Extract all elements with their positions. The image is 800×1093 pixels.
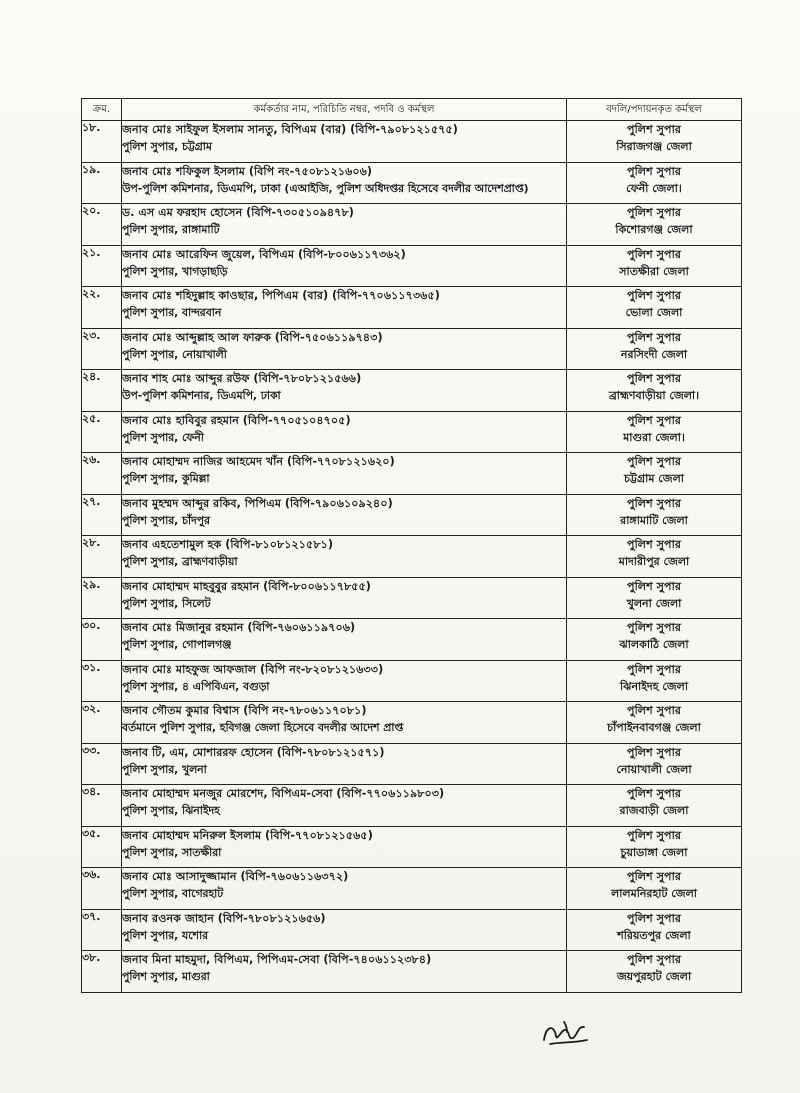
new-posting-title: পুলিশ সুপার: [626, 538, 682, 551]
new-posting-place: ফেনী জেলা।: [626, 181, 682, 195]
officer-name: জনাব মোঃ আরেফিন জুয়েল, বিপিএম (বিপি-৮০০৬১১৭৩৬২): [122, 247, 406, 261]
serial-number: ৩৩.: [82, 743, 122, 785]
new-posting-cell: [567, 204, 742, 246]
new-posting-place: সিরাজগঞ্জ জেলা: [616, 140, 692, 153]
current-posting: পুলিশ সুপার, নোয়াখালী: [122, 347, 227, 361]
serial-number: ২৩.: [82, 328, 122, 370]
officer-column-header: কর্মকর্তার নাম, পরিচিতি নম্বর, পদবি ও কর্মস্থল: [122, 99, 567, 121]
serial-number: ২৮.: [82, 536, 122, 578]
table-row: [82, 536, 742, 578]
current-posting: পুলিশ সুপার, খুলনা: [122, 762, 207, 776]
new-posting-cell: [567, 826, 742, 868]
new-posting-place: রাজবাড়ী জেলা: [619, 804, 689, 817]
new-posting-title: পুলিশ সুপার: [626, 247, 682, 261]
officer-name: জনাব টি, এম, মোশাররফ হোসেন (বিপি-৭৮০৮১২১৫৭১): [122, 745, 385, 759]
officer-name: জনাব মোঃ সাইফুল ইসলাম সানতু, বিপিএম (বার) (বিপি-৭৯০৮১২১৫৭৫): [122, 123, 458, 136]
new-posting-cell: [567, 411, 742, 453]
new-posting-cell: [567, 328, 742, 370]
serial-column-header: ক্রম.: [82, 99, 122, 121]
officer-cell: [122, 204, 567, 246]
serial-number: ২৯.: [82, 577, 122, 619]
current-posting: পুলিশ সুপার, ব্রাহ্মণবাড়ীয়া: [122, 555, 238, 568]
officer-name: জনাব শাহ মোঃ আব্দুর রউফ (বিপি-৭৮০৮১২১৫৬৬): [122, 372, 362, 385]
table-row: [82, 121, 742, 163]
new-posting-cell: [567, 287, 742, 329]
signature: [540, 1018, 590, 1048]
new-posting-cell: [567, 370, 742, 412]
posting-order-table: [81, 98, 742, 993]
new-posting-title: পুলিশ সুপার: [626, 704, 682, 717]
officer-name: জনাব মোহাম্মদ মাহবুবুর রহমান (বিপি-৮০০৬১১৭৮৫৫): [122, 579, 371, 593]
new-posting-cell: [567, 743, 742, 785]
officer-cell: [122, 619, 567, 661]
current-posting: বর্তমানে পুলিশ সুপার, হবিগঞ্জ জেলা হিসেবে বদলীর আদেশ প্রাপ্ত: [122, 721, 404, 734]
officer-name: ড. এস এম ফরহাদ হোসেন (বিপি-৭৩০৫১০৯৪৭৮): [122, 206, 354, 219]
new-posting-place: ঝিনাইদহ জেলা: [619, 679, 689, 693]
serial-number: ৩৪.: [82, 785, 122, 827]
new-posting-place: শরিয়তপুর জেলা: [617, 928, 691, 942]
table-header-row: [82, 99, 742, 121]
new-posting-cell: [567, 909, 742, 951]
new-posting-title: পুলিশ সুপার: [626, 787, 682, 800]
officer-name: জনাব মোঃ শফিকুল ইসলাম (বিপি নং-৭৫০৮১২১৬০৬): [122, 164, 373, 178]
officer-cell: [122, 287, 567, 329]
table-row: [82, 702, 742, 744]
table-row: [82, 328, 742, 370]
new-posting-title: পুলিশ সুপার: [626, 828, 682, 842]
table-row: [82, 577, 742, 619]
officer-cell: [122, 328, 567, 370]
current-posting: পুলিশ সুপার, চট্টগ্রাম: [122, 140, 212, 153]
current-posting: পুলিশ সুপার, গোপালগঞ্জ: [122, 638, 232, 651]
current-posting: পুলিশ সুপার, ফেনী: [122, 430, 204, 444]
serial-number: ২৫.: [82, 411, 122, 453]
new-posting-cell: [567, 619, 742, 661]
serial-number: ২৭.: [82, 494, 122, 536]
new-posting-title: পুলিশ সুপার: [626, 870, 682, 883]
new-posting-place: জয়পুরহাট জেলা: [616, 970, 692, 983]
officer-cell: [122, 411, 567, 453]
table-row: [82, 619, 742, 661]
current-posting: উপ-পুলিশ কমিশনার, ডিএমপি, ঢাকা (এআইজি, পুলিশ অধিদপ্তর হিসেবে বদলীর আদেশপ্রাপ্ত): [122, 181, 529, 195]
table-row: [82, 287, 742, 329]
serial-number: ২৬.: [82, 453, 122, 495]
new-posting-place: ব্রাহ্মণবাড়ীয়া জেলা।: [608, 389, 700, 402]
officer-cell: [122, 743, 567, 785]
table-row: [82, 411, 742, 453]
new-posting-title: পুলিশ সুপার: [626, 206, 682, 219]
current-posting: পুলিশ সুপার, বান্দরবান: [122, 306, 222, 319]
new-posting-place: ভোলা জেলা: [625, 306, 683, 319]
officer-name: জনাব মোঃ আসাদুজ্জামান (বিপি-৭৬০৬১১৬৩৭২): [122, 870, 349, 883]
table-row: [82, 370, 742, 412]
new-posting-place: চট্টগ্রাম জেলা: [624, 472, 684, 485]
new-posting-place: ঝালকাঠি জেলা: [619, 638, 689, 651]
new-posting-cell: [567, 702, 742, 744]
new-posting-place: নোয়াখালী জেলা: [616, 762, 692, 776]
new-posting-title: পুলিশ সুপার: [626, 745, 682, 759]
table-row: [82, 909, 742, 951]
table-row: [82, 453, 742, 495]
officer-name: জনাব মুহম্মদ আব্দুর রকিব, পিপিএম (বিপি-৭৯০৬১০৯২৪০): [122, 496, 393, 510]
current-posting: পুলিশ সুপার, কুমিল্লা: [122, 472, 210, 485]
officer-name: জনাব মোঃ আব্দুল্লাহ আল ফারুক (বিপি-৭৫০৬১১৯৭৪৩): [122, 330, 383, 344]
new-posting-cell: [567, 868, 742, 910]
new-posting-cell: [567, 951, 742, 993]
officer-cell: [122, 660, 567, 702]
new-posting-title: পুলিশ সুপার: [626, 164, 682, 178]
officer-cell: [122, 868, 567, 910]
officer-cell: [122, 494, 567, 536]
new-posting-cell: [567, 785, 742, 827]
current-posting: পুলিশ সুপার, সাতক্ষীরা: [122, 845, 222, 859]
serial-number: ২০.: [82, 204, 122, 246]
new-posting-place: চুয়াডাঙ্গা জেলা: [620, 845, 688, 859]
officer-name: জনাব মোঃ মিজানুর রহমান (বিপি-৭৬০৬১১৯৭০৬): [122, 621, 356, 634]
officer-cell: [122, 162, 567, 204]
serial-number: ১৯.: [82, 162, 122, 204]
table-row: [82, 162, 742, 204]
serial-number: ৩৭.: [82, 909, 122, 951]
current-posting: পুলিশ সুপার, যশোর: [122, 928, 209, 942]
officer-cell: [122, 785, 567, 827]
officer-name: জনাব গৌতম কুমার বিশ্বাস (বিপি নং-৭৮০৬১১৭০৮১): [122, 704, 367, 717]
officer-name: জনাব মোঃ হাবিবুর রহমান (বিপি-৭৭০৫১০৪৭০৫): [122, 413, 351, 427]
new-posting-title: পুলিশ সুপার: [626, 123, 682, 136]
new-posting-title: পুলিশ সুপার: [626, 496, 682, 510]
officer-cell: [122, 245, 567, 287]
officer-name: জনাব মোহাম্মদ নাজির আহমেদ খাঁন (বিপি-৭৭০৮১২১৬২০): [122, 455, 395, 468]
officer-cell: [122, 453, 567, 495]
serial-number: ২২.: [82, 287, 122, 329]
new-posting-place: লালমনিরহাট জেলা: [611, 887, 697, 900]
new-posting-cell: [567, 453, 742, 495]
serial-number: ৩১.: [82, 660, 122, 702]
new-posting-place: রাঙ্গামাটি জেলা: [620, 513, 688, 527]
new-posting-place: মাদারীপুর জেলা: [618, 555, 690, 568]
new-posting-cell: [567, 660, 742, 702]
new-posting-place: চাঁপাইনবাবগঞ্জ জেলা: [607, 721, 701, 734]
officer-name: জনাব মোঃ শহিদুল্লাহ কাওছার, পিপিএম (বার) (বিপি-৭৭০৬১১৭৩৬৫): [122, 289, 440, 302]
officer-cell: [122, 702, 567, 744]
posting-column-header: বদলি/পদায়নকৃত কর্মস্থল: [567, 99, 742, 121]
serial-number: ২৪.: [82, 370, 122, 412]
officer-name: জনাব মোহাম্মদ মনিরুল ইসলাম (বিপি-৭৭০৮১২১৫৬৫): [122, 828, 373, 842]
current-posting: পুলিশ সুপার, ৪ এপিবিএন, বগুড়া: [122, 679, 270, 693]
new-posting-place: খুলনা জেলা: [626, 596, 682, 610]
officer-name: জনাব রওনক জাহান (বিপি-৭৮০৮১২১৬৫৬): [122, 911, 326, 925]
new-posting-title: পুলিশ সুপার: [626, 621, 682, 634]
current-posting: উপ-পুলিশ কমিশনার, ডিএমপি, ঢাকা: [122, 389, 281, 402]
table-row: [82, 245, 742, 287]
new-posting-title: পুলিশ সুপার: [626, 911, 682, 925]
current-posting: পুলিশ সুপার, মাগুরা: [122, 970, 210, 983]
new-posting-title: পুলিশ সুপার: [626, 455, 682, 468]
table-row: [82, 204, 742, 246]
new-posting-place: কিশোরগঞ্জ জেলা: [615, 223, 693, 236]
new-posting-cell: [567, 494, 742, 536]
table-row: [82, 868, 742, 910]
new-posting-title: পুলিশ সুপার: [626, 330, 682, 344]
officer-cell: [122, 536, 567, 578]
officer-cell: [122, 951, 567, 993]
table-row: [82, 743, 742, 785]
officer-name: জনাব মিনা মাহমুদা, বিপিএম, পিপিএম-সেবা (বিপি-৭৪০৬১১২৩৮৪): [122, 953, 432, 966]
serial-number: ৩২.: [82, 702, 122, 744]
table-row: [82, 826, 742, 868]
officer-name: জনাব মোহাম্মদ মনজুর মোরশেদ, বিপিএম-সেবা (বিপি-৭৭০৬১১৯৮০৩): [122, 787, 445, 800]
current-posting: পুলিশ সুপার, চাঁদপুর: [122, 513, 210, 527]
table-row: [82, 785, 742, 827]
new-posting-place: নরসিংদী জেলা: [620, 347, 688, 361]
table-row: [82, 951, 742, 993]
serial-number: ৩৮.: [82, 951, 122, 993]
new-posting-cell: [567, 121, 742, 163]
serial-number: ৩৬.: [82, 868, 122, 910]
new-posting-title: পুলিশ সুপার: [626, 953, 682, 966]
table-row: [82, 660, 742, 702]
table-row: [82, 494, 742, 536]
officer-cell: [122, 577, 567, 619]
officer-cell: [122, 909, 567, 951]
new-posting-title: পুলিশ সুপার: [626, 289, 682, 302]
new-posting-cell: [567, 245, 742, 287]
officer-cell: [122, 121, 567, 163]
new-posting-place: সাতক্ষীরা জেলা: [619, 264, 689, 278]
new-posting-title: পুলিশ সুপার: [626, 579, 682, 593]
new-posting-title: পুলিশ সুপার: [626, 413, 682, 427]
serial-number: ৩৫.: [82, 826, 122, 868]
current-posting: পুলিশ সুপার, ঝিনাইদহ: [122, 804, 220, 817]
current-posting: পুলিশ সুপার, সিলেট: [122, 596, 211, 610]
current-posting: পুলিশ সুপার, রাঙ্গামাটি: [122, 223, 220, 236]
new-posting-cell: [567, 162, 742, 204]
officer-name: জনাব এহতেশামুল হক (বিপি-৮১০৮১২১৫৮১): [122, 538, 333, 551]
officer-cell: [122, 370, 567, 412]
officer-name: জনাব মোঃ মাহফুজ আফজাল (বিপি নং-৮২০৮১২১৬৩৩): [122, 662, 384, 676]
new-posting-title: পুলিশ সুপার: [626, 662, 682, 676]
officer-cell: [122, 826, 567, 868]
serial-number: ২১.: [82, 245, 122, 287]
new-posting-place: মাগুরা জেলা।: [623, 430, 685, 444]
new-posting-title: পুলিশ সুপার: [626, 372, 682, 385]
serial-number: ৩০.: [82, 619, 122, 661]
serial-number: ১৮.: [82, 121, 122, 163]
current-posting: পুলিশ সুপার, খাগড়াছড়ি: [122, 264, 228, 278]
new-posting-cell: [567, 577, 742, 619]
new-posting-cell: [567, 536, 742, 578]
current-posting: পুলিশ সুপার, বাগেরহাট: [122, 887, 224, 900]
